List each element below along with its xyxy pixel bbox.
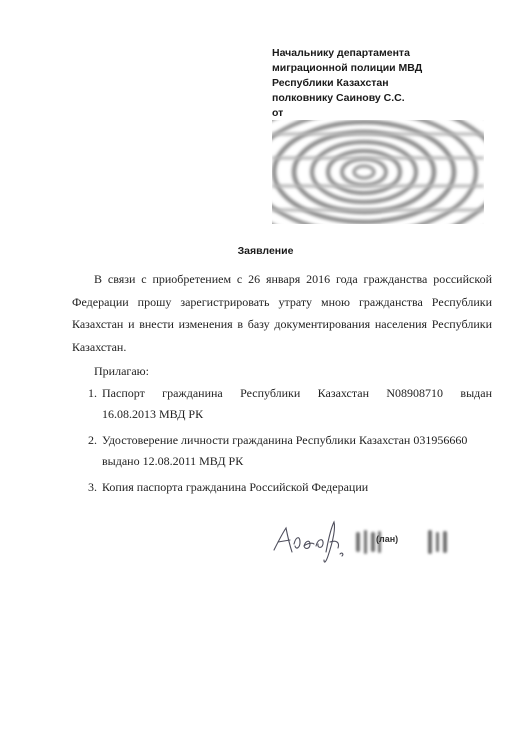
list-item-number: 3. (88, 480, 97, 494)
attachments-list (88, 383, 492, 503)
list-item-line: Удостоверение личности гражданина Республики Казахстан 031956660 (102, 433, 468, 447)
addressee-from-label: от (272, 107, 284, 119)
statement-paragraph: В связи с приобретением с 26 января 2016 года гражданства российской Федерации прошу зарегистрировать утрату мною гражданства Республики Казахстан и внести изменения в базу документирования населения Республики Казахстан. (72, 272, 492, 354)
handwritten-signature (268, 512, 458, 568)
addressee-line: Республики Казахстан (272, 77, 389, 89)
list-item-number: 1. (88, 386, 97, 400)
list-item-number: 2. (88, 433, 97, 447)
list-item-line: Копия паспорта гражданина Российской Федерации (102, 480, 369, 494)
list-item-text (102, 477, 492, 498)
list-item-continuation: выдано 12.08.2011 МВД РК (102, 454, 244, 468)
list-item-text (102, 430, 492, 472)
list-item (88, 477, 492, 498)
signature-caption: (лан) (376, 534, 399, 544)
list-item-continuation: 16.08.2013 МВД РК (102, 407, 204, 421)
redacted-sender-name (272, 120, 484, 224)
list-item-text (102, 383, 492, 425)
addressee-block (272, 46, 502, 121)
attachments-label: Прилагаю: (94, 364, 149, 378)
addressee-line: миграционной полиции МВД (272, 62, 423, 74)
document-title: Заявление (237, 245, 294, 257)
list-item-line: Паспорт гражданина Республики Казахстан N08908710 выдан (102, 386, 492, 400)
list-item (88, 383, 492, 425)
list-item (88, 430, 492, 472)
addressee-line: полковнику Саинову С.С. (272, 92, 405, 104)
addressee-line: Начальнику департамента (272, 47, 410, 59)
